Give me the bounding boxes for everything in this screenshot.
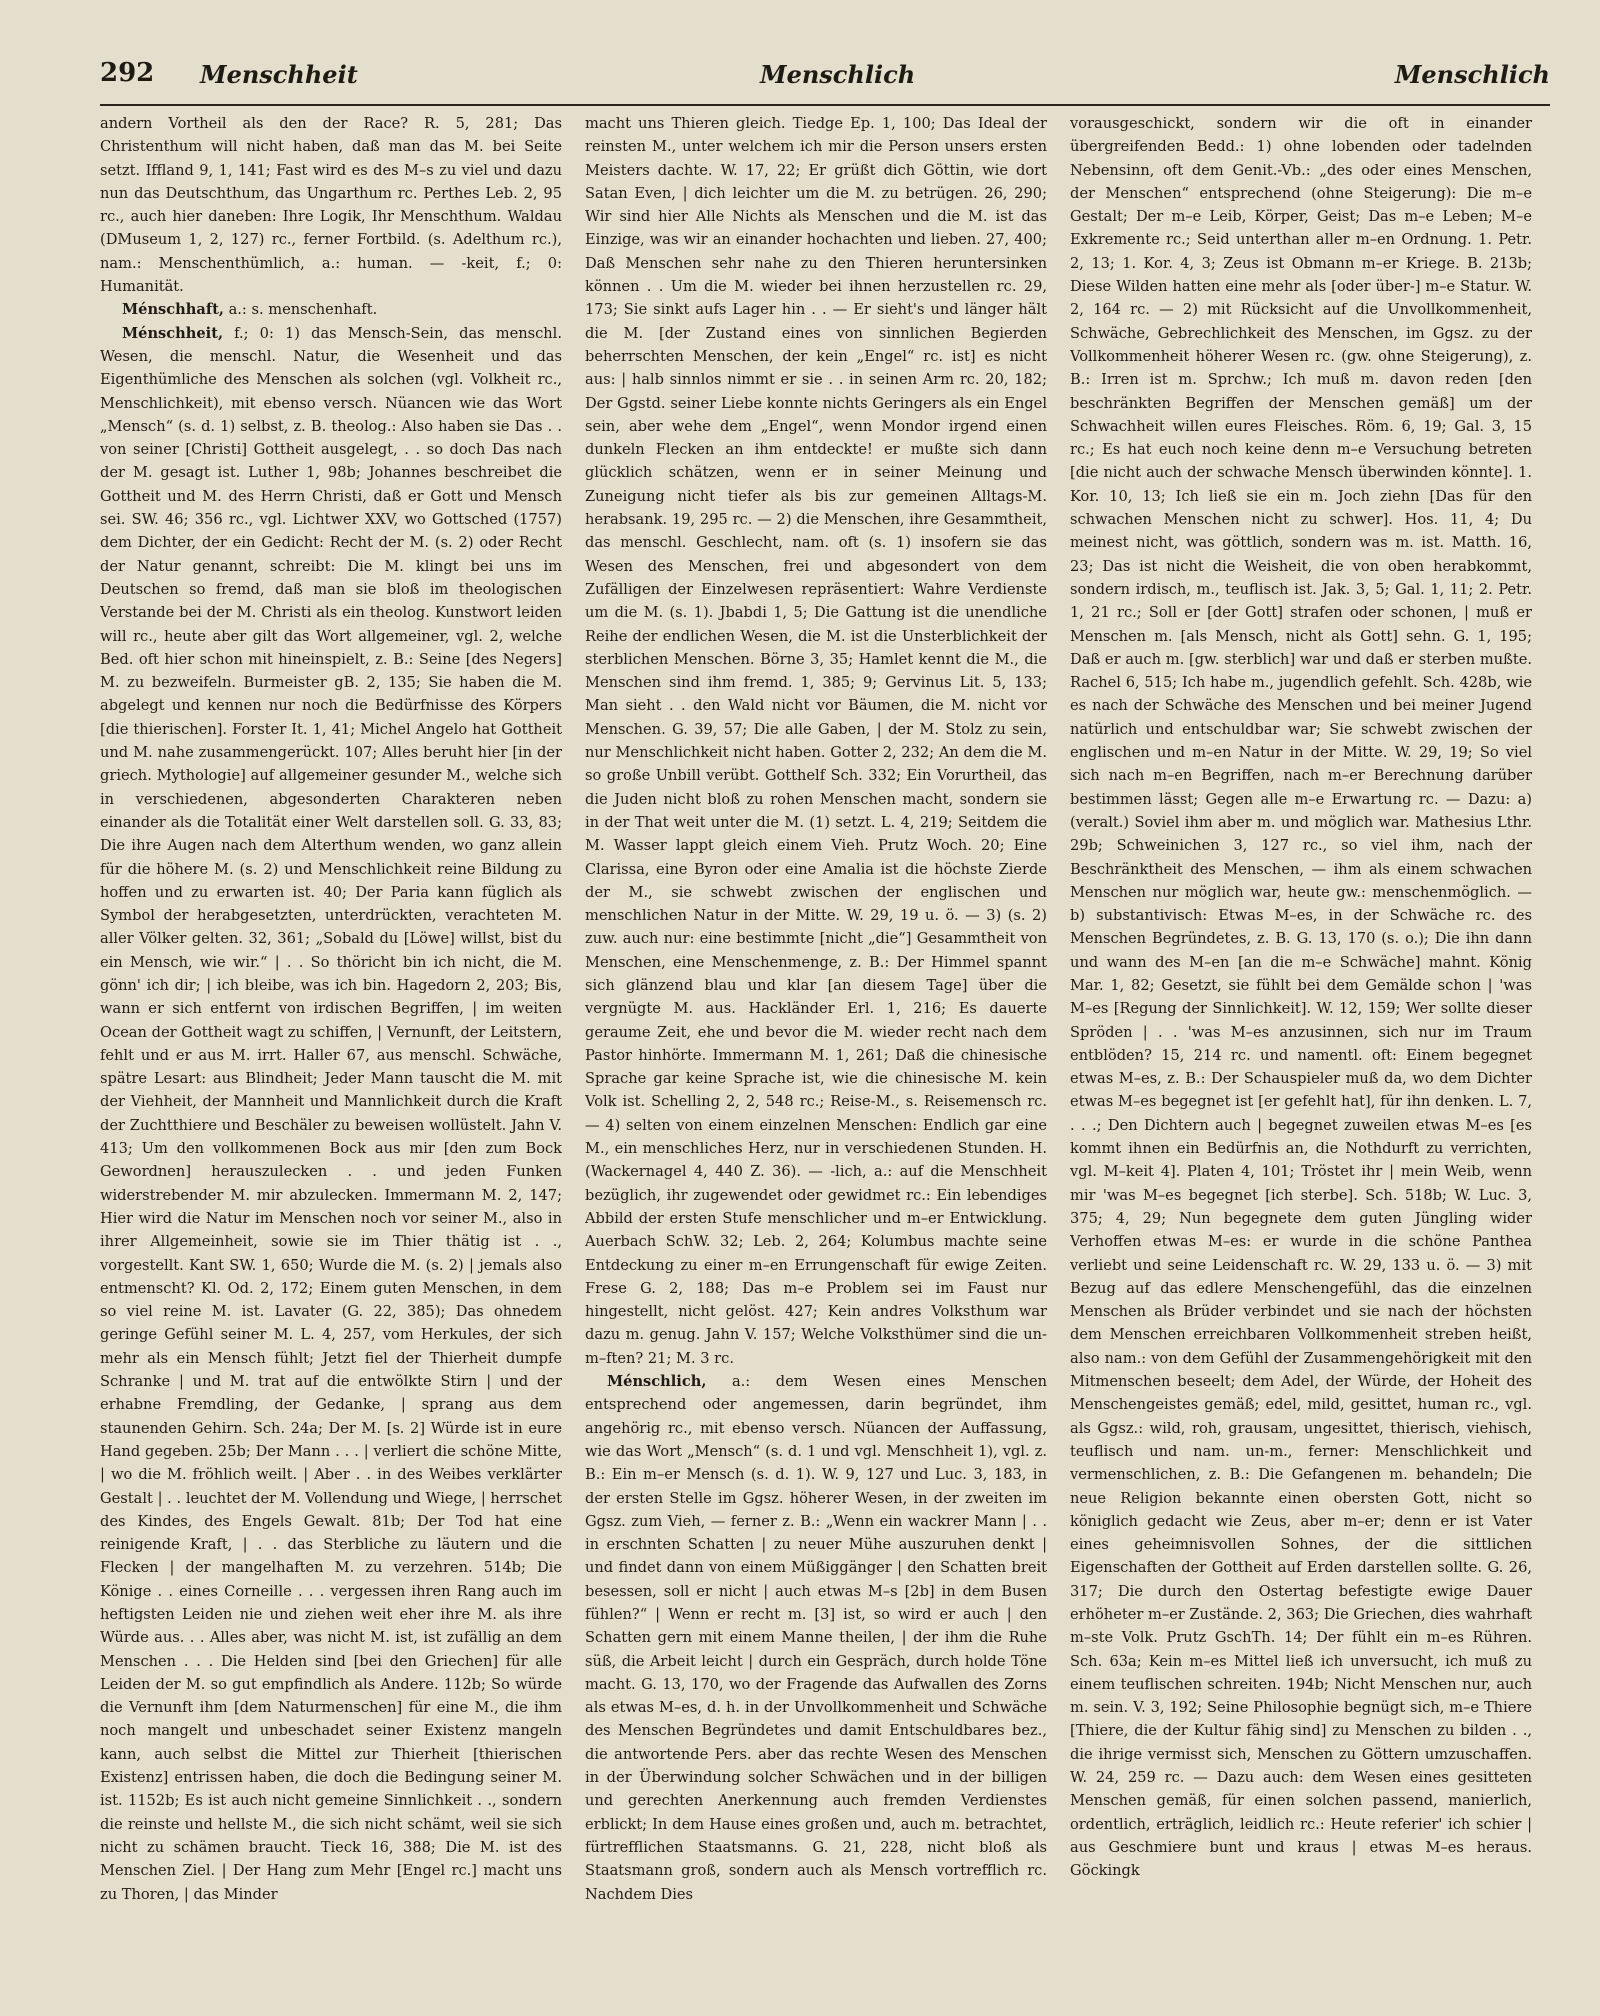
entry-continuation: andern Vortheil als den der Race? R. 5, 281; Das Christenthum will nicht haben, daß man das M. bei Seite setzt. Iffland 9, 1, 141; Fast wird es des M–s zu viel und dazu nun das Deutschthum, das Ungarthum rc. Perthes Leb. 2, 95 rc., auch hier daneben: Ihre Logik, Ihr Menschthum. Waldau (DMuseum 1, 2, 127) rc., ferner Fortbild. (s. Adelthum rc.), nam.: Menschenthümlich, a.: human. — -keit, f.; 0: Humanität. xyxy=(100,115,562,296)
column-right xyxy=(1070,112,1532,1992)
entry-text-menschhaft: a.: s. menschenhaft. xyxy=(228,301,378,319)
header-rule xyxy=(100,104,1550,106)
center-running-headword: Menschlich xyxy=(760,60,916,89)
entry-text-menschheit: f.; 0: 1) das Mensch-Sein, das menschl. Wesen, die menschl. Natur, die Wesenheit und das Eigenthümliche des Menschen als solchen (vgl. Volkheit rc., Menschlichkeit), mit ebenso versch. Nüancen wie das Wort „Mensch“ (s. d. 1) selbst, z. B. theolog.: Also haben sie Das . . von seiner [Christi] Gottheit ausgelegt, . . so doch Das nach der M. gesagt ist. Luther 1, 98b; Johannes beschreibet die Gottheit und M. des Herrn Christi, daß er Gott und Mensch sei. SW. 46; 356 rc., vgl. Lichtwer XXV, wo Gottsched (1757) dem Dichter, der ein Gedicht: Recht der M. (s. 2) oder Recht der Natur genannt, schreibt: Die M. klingt bei uns im Deutschen so fremd, daß man sie bloß im theologischen Verstande bei der M. Christi als ein theolog. Kunstwort leiden will rc., heute aber gilt das Wort allgemeiner, vgl. 2, welche Bed. oft hier schon mit hineinspielt, z. B.: Seine [des Negers] M. zu bezweifeln. Burmeister gB. 2, 135; Sie haben die M. abgelegt und kennen nur noch die Bedürfnisse des Körpers [die thierischen]. Forster It. 1, 41; Michel Angelo hat Gottheit und M. nahe zusammengerückt. 107; Alles beruht hier [in der griech. Mythologie] auf allgemeiner gesunder M., welche sich in verschiedenen, abgesonderten Charakteren neben einander als die Totalität einer Welt darstellen soll. G. 33, 83; Die ihre Augen nach dem Alterthum wenden, wo ganz allein für die höhere M. (s. 2) und Menschlichkeit reine Bildung zu hoffen und zu erwarten ist. 40; Der Paria kann füglich als Symbol der herabgesetzten, unterdrückten, verachteten M. aller Völker gelten. 32, 361; „Sobald du [Löwe] willst, bist du ein Mensch, wie wir.“ | . . So thöricht bin ich nicht, die M. gönn' ich dir; | ich bleibe, was ich bin. Hagedorn 2, 203; Bis, wann er sich entfernt von irdischen Begriffen, | im weiten Ocean der Gottheit wagt zu schiffen, | Vernunft, der Leitstern, fehlt und er aus M. irrt. Haller 67, aus menschl. Schwäche, spätre Lesart: aus Blindheit; Jeder Mann tauscht die M. mit der Viehheit, der Mannheit und Mannlichkeit durch die Kraft der Zuchtthiere und Beschäler zu beweisen wollüstelt. Jahn V. 413; Um den vollkommenen Bock aus mir [den zum Bock Gewordnen] herauszulecken . . und jeden Funken widerstrebender M. mir abzulecken. Immermann M. 2, 147; Hier wird die Natur im Menschen noch vor seiner M., also in ihrer Allgemeinheit, sowie sie im Thier thätig ist . ., vorgestellt. Kant SW. 1, 650; Wurde die M. (s. 2) | jemals also entmenscht? Kl. Od. 2, 172; Einem guten Menschen, in dem so viel reine M. ist. Lavater (G. 22, 385); Das ohnedem geringe Gefühl seiner M. L. 4, 257, vom Herkules, der sich mehr als ein Mensch fühlt; Jetzt fiel der Thierheit dumpfe Schranke | und M. trat auf die entwölkte Stirn | und der erhabne Fremdling, der Gedanke, | sprang aus dem staunenden Gehirn. Sch. 24a; Der M. [s. 2] Würde ist in eure Hand gegeben. 25b; Der Mann . . . | verliert die schöne Mitte, | wo die M. fröhlich weilt. | Aber . . in des Weibes verklärter Gestalt | . . leuchtet der M. Vollendung und Wiege, | herrschet des Kindes, des Engels Gewalt. 81b; Der Tod hat eine reinigende Kraft, | . . das Sterbliche zu läutern und die Flecken | der mangelhaften M. zu verzehren. 514b; Die Könige . . eines Corneille . . . vergessen ihren Rang auch im heftigsten Leiden nie und ziehen weit eher ihre M. als ihre Würde aus. . . Alles aber, was nicht M. ist, ist zufällig an dem Menschen . . . Die Helden sind [bei den Griechen] für alle Leiden der M. so gut empfindlich als Andere. 112b; So würde die Vernunft ihm [dem Naturmenschen] für eine M., die ihm noch mangelt und unbeschadet seiner Existenz mangeln kann, auch selbst die Mittel zur Thierheit [thierischen Existenz] entrissen haben, die doch die Bedingung seiner M. ist. 1152b; Es ist auch nicht gemeine Sinnlichkeit . ., sondern die reinste und hellste M., die sich nicht schämt, weil sie sich nicht zu schämen braucht. Tieck 16, 388; Die M. ist des Menschen Ziel. | Der Hang zum Mehr [Engel rc.] macht uns zu Thoren, | das Minder xyxy=(100,324,562,1903)
column-left xyxy=(100,112,562,1992)
column-middle xyxy=(585,112,1047,1992)
entry-text-menschlich: a.: dem Wesen eines Menschen entsprechend oder angemessen, darin begründet, ihm angehörig rc., mit ebenso versch. Nüancen der Auffassung, wie das Wort „Mensch“ (s. d. 1 und vgl. Menschheit 1), vgl. z. B.: Ein m–er Mensch (s. d. 1). W. 9, 127 und Luc. 3, 183, in der ersten Stelle im Ggsz. höherer Wesen, in der zweiten im Ggsz. zum Vieh, — ferner z. B.: „Wenn ein wackrer Mann | . . in erschnten Schatten | zu neuer Mühe auszuruhen denkt | und findet dann von einem Müßiggänger | den Schatten breit besessen, soll er nicht | auch etwas M–s [2b] in dem Busen fühlen?“ | Wenn er recht m. [3] ist, so wird er auch | den Schatten gern mit einem Manne theilen, | der ihm die Ruhe süß, die Arbeit leicht | durch ein Gespräch, durch holde Töne macht. G. 13, 170, wo der Fragende das Aufwallen des Zorns als etwas M–es, d. h. in der Unvollkommenheit und Schwäche des Menschen Begründetes und damit Entschuldbares bez., die antwortende Pers. aber das rechte Wesen des Menschen in der Überwindung solcher Schwächen und in der billigen und gerechten Anerkennung auch fremden Verdienstes erblickt; In dem Hause eines großen und, auch m. betrachtet, fürtrefflichen Staatsmanns. G. 21, 228, nicht bloß als Staatsmann groß, sondern auch als Mensch vortrefflich rc. Nachdem Dies xyxy=(585,1373,1047,1903)
entry-continuation-menschlich: vorausgeschickt, sondern wir die oft in einander übergreifenden Bedd.: 1) ohne lobenden oder tadelnden Nebensinn, oft dem Genit.-Vb.: „des oder eines Menschen, der Menschen“ entsprechend (ohne Steigerung): Die m–e Gestalt; Der m–e Leib, Körper, Geist; Das m–e Leben; M–e Exkremente rc.; Seid unterthan aller m–en Ordnung. 1. Petr. 2, 13; 1. Kor. 4, 3; Zeus ist Obmann m–er Kriege. B. 213b; Diese Wilden hatten eine mehr als [oder über-] m–e Statur. W. 2, 164 rc. — 2) mit Rücksicht auf die Unvollkommenheit, Schwäche, Gebrechlichkeit des Menschen, im Ggsz. zu der Vollkommenheit höherer Wesen rc. (gw. ohne Steigerung), z. B.: Irren ist m. Sprchw.; Ich muß m. davon reden [den beschränkten Begriffen der Menschen gemäß] um der Schwachheit willen eures Fleisches. Röm. 6, 19; Gal. 3, 15 rc.; Es hat euch noch keine denn m–e Versuchung betreten [die nicht auch der schwache Mensch überwinden könnte]. 1. Kor. 10, 13; Ich ließ sie ein m. Joch ziehn [Das für den schwachen Menschen nicht zu schwer]. Hos. 11, 4; Du meinest nicht, was göttlich, sondern was m. ist. Matth. 16, 23; Das ist nicht die Weisheit, die von oben herabkommt, sondern irdisch, m., teuflisch ist. Jak. 3, 5; Gal. 1, 11; 2. Petr. 1, 21 rc.; Soll er [der Gott] strafen oder schonen, | muß er Menschen m. [als Mensch, nicht als Gott] sehn. G. 1, 195; Daß er auch m. [gw. sterblich] war und daß er sterben mußte. Rachel 6, 515; Ich habe m., jugendlich gefehlt. Sch. 428b, wie es nach der Schwäche des Menschen und bei meiner Jugend natürlich und entschuldbar war; Sie schwebt zwischen der englischen und m–en Natur in der Mitte. W. 29, 19; So viel sich nach m–en Begriffen, nach m–er Berechnung darüber bestimmen lässt; Gegen alle m–e Erwartung rc. — Dazu: a) (veralt.) Soviel ihm aber m. und möglich war. Mathesius Lthr. 29b; Schweinichen 3, 127 rc., so viel ihm, nach der Beschränktheit des Menschen, — ihm als einem schwachen Menschen nur möglich war, heute gw.: menschenmöglich. — b) substantivisch: Etwas M–es, in der Schwäche rc. des Menschen Begründetes, z. B. G. 13, 170 (s. o.); Die ihn dann und wann des M–en [an die m–e Schwäche] mahnt. König Mar. 1, 82; Gesetzt, sie fühlt bei dem Gemälde schon | 'was M–es [Regung der Sinnlichkeit]. W. 12, 159; Wer sollte dieser Spröden | . . 'was M–es anzusinnen, sich nur im Traum entblöden? 15, 214 rc. und namentl. oft: Einem begegnet etwas M–es, z. B.: Der Schauspieler muß da, wo dem Dichter etwas M–es begegnet ist [er gefehlt hat], für ihn denken. L. 7, . . .; Den Dichtern auch | begegnet zuweilen etwas M–es [es kommt ihnen ein Bedürfnis an, die Nothdurft zu verrichten, vgl. M–keit 4]. Platen 4, 101; Tröstet ihr | mein Weib, wenn mir 'was M–es begegnet [ich sterbe]. Sch. 518b; W. Luc. 3, 375; 4, 29; Nun begegnete dem guten Jüngling wider Verhoffen etwas M–es: er wurde in die schöne Panthea verliebt und seine Leidenschaft rc. W. 29, 133 u. ö. — 3) mit Bezug auf das edlere Menschengefühl, das die einzelnen Menschen als Brüder verbindet und sie nach der höchsten dem Menschen erreichbaren Vollkommenheit streben heißt, also nam.: von dem Gefühl der Zusammengehörigkeit mit den Mitmenschen beseelt; dem Adel, der Würde, der Hoheit des Menschengeistes gemäß; edel, mild, gesittet, human rc., vgl. als Ggsz.: wild, roh, grausam, ungesittet, thierisch, viehisch, teuflisch und nam. un-m., ferner: Menschlichkeit und vermenschlichen, z. B.: Die Gefangenen m. behandeln; Die neue Religion bekannte einen obersten Gott, nicht so königlich gedacht wie Zeus, aber m–er; denn er ist Vater eines geheimnisvollen Sohnes, der die sittlichen Eigenschaften der Gottheit auf Erden darstellen sollte. G. 26, 317; Die durch den Ostertag befestigte ewige Dauer erhöheter m–er Zustände. 2, 363; Die Griechen, dies wahrhaft m–ste Volk. Prutz GschTh. 14; Der fühlt ein m–es Rühren. Sch. 63a; Kein m–es Mittel ließ ich unversucht, ich muß zu einem teuflischen schreiten. 194b; Nicht Menschen nur, auch m. sein. V. 3, 192; Seine Philosophie begnügt sich, m–e Thiere [Thiere, die der Kultur fähig sind] zu Menschen zu bilden . ., die ihrige vermisst sich, Menschen zu Göttern umzuschaffen. W. 24, 259 rc. — Dazu auch: dem Wesen eines gesitteten Menschen gemäß, für einen solchen passend, manierlich, ordentlich, erträglich, leidlich rc.: Heute referier' ich schier | aus Geschmiere bunt und kraus | etwas M–es heraus. Göckingk xyxy=(1070,115,1532,1880)
lemma-menschhaft: Ménschhaft, xyxy=(122,301,224,319)
lemma-menschheit: Ménschheit, xyxy=(122,324,224,342)
page-header xyxy=(100,58,1550,98)
entry-menschheit xyxy=(100,322,562,1906)
right-running-headword: Menschlich xyxy=(1394,60,1550,89)
lemma-menschlich: Ménschlich, xyxy=(607,1373,707,1391)
text-columns xyxy=(100,112,1550,1992)
left-running-headword: Menschheit xyxy=(200,60,358,89)
page-number: 292 xyxy=(100,58,155,88)
entry-continuation-menschheit: macht uns Thieren gleich. Tiedge Ep. 1, 100; Das Ideal der reinsten M., unter welchem ich mir die Person unsers ersten Meisters dachte. W. 17, 22; Er grüßt dich Göttin, wie dort Satan Even, | dich leichter um die M. zu betrügen. 26, 290; Wir sind hier Alle Nichts als Menschen und die M. ist das Einzige, was wir an einander hochachten und lieben. 27, 400; Daß Menschen sehr nahe zu den Thieren heruntersinken können . . Um die M. wieder bei ihnen herzustellen rc. 29, 173; Sie sinkt aufs Lager hin . . — Er sieht's und länger hält die M. [der Zustand eines von sinnlichen Begierden beherrschten Menschen, der kein „Engel“ rc. ist] es nicht aus: | halb sinnlos nimmt er sie . . in seinen Arm rc. 20, 182; Der Ggstd. seiner Liebe konnte nichts Geringers als ein Engel sein, aber wehe dem „Engel“, wenn Mondor irgend einen dunkeln Flecken an ihm entdeckte! er mußte sich dann glücklich schätzen, wenn er in seiner Meinung und Zuneigung nicht tiefer als bis zur gemeinen Alltags-M. herabsank. 19, 295 rc. — 2) die Menschen, ihre Gesammtheit, das menschl. Geschlecht, nam. oft (s. 1) insofern sie das Wesen des Menschen, frei und abgesondert von dem Zufälligen der Einzelwesen repräsentiert: Wahre Verdienste um die M. (s. 1). Jbabdi 1, 5; Die Gattung ist die unendliche Reihe der endlichen Wesen, die M. ist die Unsterblichkeit der sterblichen Menschen. Börne 3, 35; Hamlet kennt die M., die Menschen sind ihm fremd. 1, 385; 9; Gervinus Lit. 5, 133; Man sieht . . den Wald nicht vor Bäumen, die M. nicht vor Menschen. G. 39, 57; Die alle Gaben, | der M. Stolz zu sein, nur Menschlichkeit nicht haben. Gotter 2, 232; An dem die M. so große Unbill verübt. Gotthelf Sch. 332; Ein Vorurtheil, das die Juden nicht bloß zu rohen Menschen macht, sondern sie in der That weit unter die M. (1) setzt. L. 4, 219; Seitdem die M. Wasser lappt gleich einem Vieh. Prutz Woch. 20; Eine Clarissa, eine Byron oder eine Amalia ist die höchste Zierde der M., sie schwebt zwischen der englischen und menschlichen Natur in der Mitte. W. 29, 19 u. ö. — 3) (s. 2) zuw. auch nur: eine bestimmte [nicht „die“] Gesammtheit von Menschen, eine Menschenmenge, z. B.: Der Himmel spannt sich glänzend blau und klar [an diesem Tage] über die vergnügte M. aus. Hackländer Erl. 1, 216; Es dauerte geraume Zeit, ehe und bevor die M. wieder recht nach dem Pastor hinhörte. Immermann M. 1, 261; Daß die chinesische Sprache gar keine Sprache ist, wie die chinesische M. kein Volk ist. Schelling 2, 2, 548 rc.; Reise-M., s. Reisemensch rc. — 4) selten von einem einzelnen Menschen: Endlich gar eine M., ein menschliches Herz, nur in verschiedenen Stunden. H. (Wackernagel 4, 440 Z. 36). — -lich, a.: auf die Menschheit bezüglich, ihr zugewendet oder gewidmet rc.: Ein lebendiges Abbild der ersten Stufe menschlicher und m–er Entwicklung. Auerbach SchW. 32; Leb. 2, 264; Kolumbus machte seine Entdeckung zu einer m–en Errungenschaft für ewige Zeiten. Frese G. 2, 188; Das m–e Problem sei im Faust nur hingestellt, nicht gelöst. 427; Kein andres Volksthum war dazu m. genug. Jahn V. 157; Welche Volksthümer sind die un-m–ften? 21; M. 3 rc. xyxy=(585,115,1047,1367)
entry-menschhaft xyxy=(100,298,562,321)
entry-menschlich xyxy=(585,1370,1047,1906)
